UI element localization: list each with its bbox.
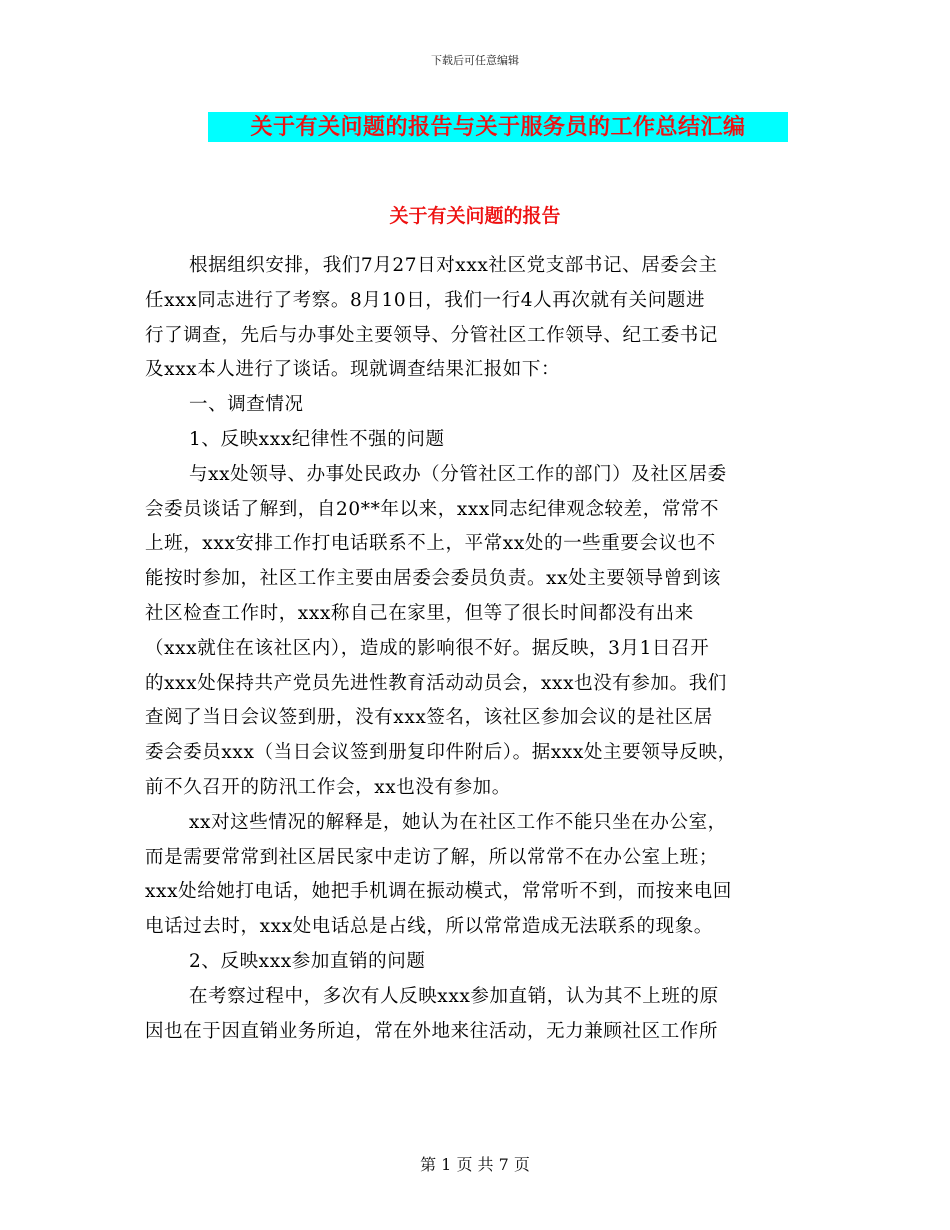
body-line: 及xxx本人进行了谈话。现就调查结果汇报如下： — [145, 359, 561, 381]
body-line: 而是需要常常到社区居民家中走访了解，所以常常不在办公室上班； — [145, 846, 719, 868]
document-title: 关于有关问题的报告与关于服务员的工作总结汇编 — [250, 114, 746, 140]
body-line: 电话过去时，xxx处电话总是占线，所以常常造成无法联系的现象。 — [145, 916, 713, 938]
body-line: 社区检查工作时，xxx称自己在家里，但等了很长时间都没有出来 — [145, 602, 694, 624]
body-line: 委会委员xxx（当日会议签到册复印件附后）。据xxx处主要领导反映， — [145, 742, 737, 764]
body-line: 会委员谈话了解到，自20**年以来，xxx同志纪律观念较差，常常不 — [145, 498, 720, 520]
body-line: 根据组织安排，我们7月27日对xxx社区党支部书记、居委会主 — [189, 255, 718, 276]
body-heading: 一、调查情况 — [189, 394, 304, 416]
body-line: 上班，xxx安排工作打电话联系不上，平常xx处的一些重要会议也不 — [145, 533, 716, 555]
body-line: 在考察过程中，多次有人反映xxx参加直销，认为其不上班的原 — [189, 985, 719, 1007]
body-line: xx对这些情况的解释是，她认为在社区工作不能只坐在办公室， — [189, 811, 727, 833]
document-body — [145, 249, 825, 1049]
section-title: 关于有关问题的报告 — [389, 205, 561, 227]
document-title-highlight — [208, 112, 788, 142]
page-header-note: 下载后可任意编辑 — [431, 54, 519, 67]
body-line: 与xx处领导、办事处民政办（分管社区工作的部门）及社区居委 — [189, 463, 727, 485]
body-line: 行了调查，先后与办事处主要领导、分管社区工作领导、纪工委书记 — [145, 324, 719, 346]
body-line: 能按时参加，社区工作主要由居委会委员负责。xx处主要领导曾到该 — [145, 568, 721, 590]
body-subheading: 2、反映xxx参加直销的问题 — [189, 950, 426, 972]
page-number: 第 1 页 共 7 页 — [420, 1155, 530, 1174]
body-subheading: 1、反映xxx纪律性不强的问题 — [189, 428, 445, 450]
body-line: xxx处给她打电话，她把手机调在振动模式，常常听不到，而按来电回 — [145, 881, 733, 903]
body-line: 因也在于因直销业务所迫，常在外地来往活动，无力兼顾社区工作所 — [145, 1020, 719, 1042]
body-line: 的xxx处保持共产党员先进性教育活动动员会，xxx也没有参加。我们 — [145, 672, 727, 694]
body-line: 任xxx同志进行了考察。8月10日，我们一行4人再次就有关问题进 — [145, 289, 706, 311]
body-line: 前不久召开的防汛工作会，xx也没有参加。 — [145, 776, 511, 798]
body-line: （xxx就住在该社区内），造成的影响很不好。据反映，3月1日召开 — [145, 637, 710, 659]
body-line: 查阅了当日会议签到册，没有xxx签名，该社区参加会议的是社区居 — [145, 707, 713, 729]
